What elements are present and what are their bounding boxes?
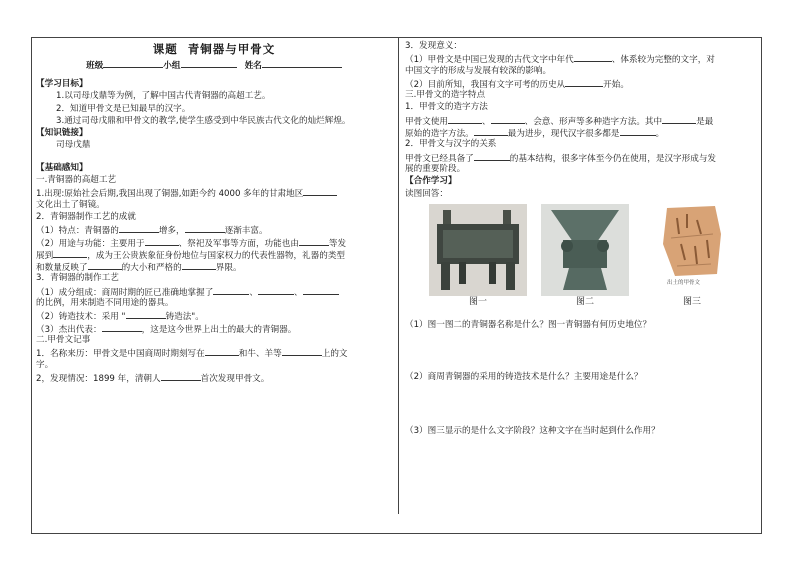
question-one: （1）图一图二的青铜器名称是什么？图一青铜器有何历史地位？ — [405, 319, 652, 330]
answer-space[interactable] — [405, 331, 757, 371]
figure-three-caption: 出土的甲骨文 — [667, 279, 701, 286]
text: 展的重要阶段。 — [405, 163, 466, 174]
text: 上的文 — [321, 349, 348, 360]
blank[interactable] — [662, 114, 696, 124]
question-three: （3）图三显示的是什么文字阶段？这种文字在当时起到什么作用？ — [405, 426, 660, 437]
text: 是最 — [696, 116, 714, 127]
title-prefix: 课题 — [152, 42, 178, 56]
figure-one-label: 图一 — [468, 296, 487, 307]
group-label: 小组 — [163, 61, 181, 71]
text: 3．发现意义： — [405, 41, 463, 51]
goals-heading: 【学习目标】 — [36, 79, 88, 89]
goal-item: 3.通过司母戊鼎和甲骨文的教学,使学生感受到中华民族古代文化的灿烂辉煌。 — [56, 115, 351, 126]
figure-three-label: 图三 — [682, 296, 701, 307]
text: 、体系较为完整的文字，对 — [611, 55, 715, 66]
section-heading: 二.甲骨文记事 — [36, 334, 91, 345]
text: 。 — [655, 129, 665, 140]
text: 、 — [293, 287, 303, 298]
answer-space[interactable] — [405, 383, 757, 425]
text: 和牛、羊等 — [238, 349, 282, 360]
text: （1）甲骨文是中国已发现的古代文字中年代 — [405, 55, 574, 66]
figure-one-image — [429, 204, 527, 296]
text: ，成为王公贵族象征身份地位与国家权力的代表性器物，礼器的类型 — [87, 250, 346, 261]
text: 、会意、形声等多种造字方法。其中 — [524, 116, 663, 127]
blank[interactable] — [126, 309, 166, 319]
blank[interactable] — [182, 260, 216, 270]
link-item: 司母戊鼎 — [56, 140, 91, 151]
text: 中国文字的形成与发展有较深的影响。 — [405, 65, 552, 76]
section-heading: 3．青铜器的制作工艺 — [36, 273, 119, 284]
title-name: 青铜器与甲骨文 — [187, 42, 276, 56]
figure-three-image — [657, 204, 727, 280]
blank[interactable] — [88, 260, 122, 270]
text: 1.出现:原始社会后期,我国出现了铜器,如距今约 4000 多年的甘肃地区 — [36, 189, 304, 200]
page-title — [36, 40, 392, 58]
right-column — [405, 40, 757, 438]
text: ，这是这今世界上出土的最大的青铜器。 — [141, 324, 297, 335]
blank[interactable] — [448, 114, 482, 124]
left-column — [36, 40, 392, 383]
question-two: （2）商周青铜器的采用的铸造技术是什么？主要用途是什么？ — [405, 372, 643, 383]
name-blank[interactable] — [262, 58, 342, 68]
text: 首次发现甲骨文。 — [200, 373, 270, 384]
text: （2）目前所知，我国有文字可考的历史从 — [405, 79, 566, 90]
text: 增多， — [158, 226, 185, 237]
blank[interactable] — [205, 346, 239, 356]
blank[interactable] — [303, 186, 337, 196]
blank[interactable] — [574, 52, 612, 62]
text: 和数量反映了 — [36, 263, 88, 274]
read-prompt: 读图回答： — [405, 188, 448, 199]
text: 、 — [481, 116, 491, 127]
blank[interactable] — [282, 346, 322, 356]
figure-two-image — [541, 204, 629, 296]
section-heading: 一.青铜器的高超工艺 — [36, 175, 117, 186]
blank[interactable] — [161, 371, 201, 381]
section-heading: 2．青铜器制作工艺的成就 — [36, 211, 136, 222]
text: 、 — [249, 287, 258, 298]
blank[interactable] — [102, 322, 142, 332]
text: 开始。 — [603, 79, 629, 90]
text: 铸造法"。 — [165, 312, 204, 323]
text: （2）用途与功能：主要用于 — [36, 238, 145, 249]
section-heading: 1．甲骨文的造字方法 — [405, 102, 488, 113]
blank[interactable] — [303, 285, 339, 295]
figure-row — [405, 200, 757, 325]
figure-two-label: 图二 — [575, 296, 594, 307]
blank[interactable] — [474, 126, 508, 136]
text: （1）成分组成：商周时期的匠已准确地掌握了 — [36, 287, 214, 298]
text: 逐渐丰富。 — [224, 226, 268, 237]
class-blank[interactable] — [103, 58, 163, 68]
blank[interactable] — [565, 77, 603, 87]
link-heading: 【知识链接】 — [36, 128, 88, 139]
text: 界限。 — [215, 263, 242, 274]
blank[interactable] — [491, 114, 525, 124]
student-info-row — [36, 58, 392, 72]
section-heading: 三.甲骨文的造字特点 — [405, 90, 486, 101]
blank[interactable] — [474, 151, 510, 161]
blank[interactable] — [620, 126, 656, 136]
text: （2）铸造技术：采用 " — [36, 312, 126, 323]
blank[interactable] — [53, 248, 87, 258]
text: （1）特点：青铜器的 — [36, 226, 119, 237]
text: 等发 — [328, 238, 347, 249]
text: 的大小和严格的 — [121, 263, 182, 274]
text: 原始的造字方法。 — [405, 129, 474, 140]
blank[interactable] — [119, 223, 159, 233]
text: 1．名称来历：甲骨文是中国商周时期刻写在 — [36, 349, 205, 360]
text: 2，发现情况：1899 年，清朝人 — [36, 373, 161, 384]
text: 文化出土了铜镜。 — [36, 199, 105, 210]
text: 甲骨文已经具备了 — [405, 153, 474, 164]
blank[interactable] — [258, 285, 294, 295]
text: 展到 — [36, 250, 54, 261]
goal-item: 2．知道甲骨文是已知最早的汉字。 — [56, 103, 191, 114]
text: 的比例，用来制造不同用途的器具。 — [36, 298, 174, 309]
basic-heading: 【基础感知】 — [36, 162, 88, 173]
group-blank[interactable] — [181, 58, 237, 68]
blank[interactable] — [145, 236, 179, 246]
coop-heading: 【合作学习】 — [405, 176, 457, 187]
text: （3）杰出代表： — [36, 324, 102, 335]
text: 最为进步，现代汉字很多都是 — [507, 129, 620, 140]
section-heading: 2．甲骨文与汉字的关系 — [405, 139, 497, 150]
goal-item: 1.以司母戊鼎等为例，了解中国古代青铜器的高超工艺。 — [56, 91, 271, 102]
text: 甲骨文使用 — [405, 116, 448, 127]
class-label: 班级 — [86, 61, 104, 71]
blank[interactable] — [185, 223, 225, 233]
text: 、祭祀及军事等方面，功能也由 — [178, 238, 299, 249]
name-label: 姓名 — [244, 61, 262, 71]
column-divider — [398, 37, 399, 514]
text: 字。 — [36, 359, 54, 370]
text: 的基本结构，很多字体至今仍在使用，是汉字形成与发 — [509, 153, 717, 164]
blank[interactable] — [213, 285, 249, 295]
blank[interactable] — [299, 236, 329, 246]
